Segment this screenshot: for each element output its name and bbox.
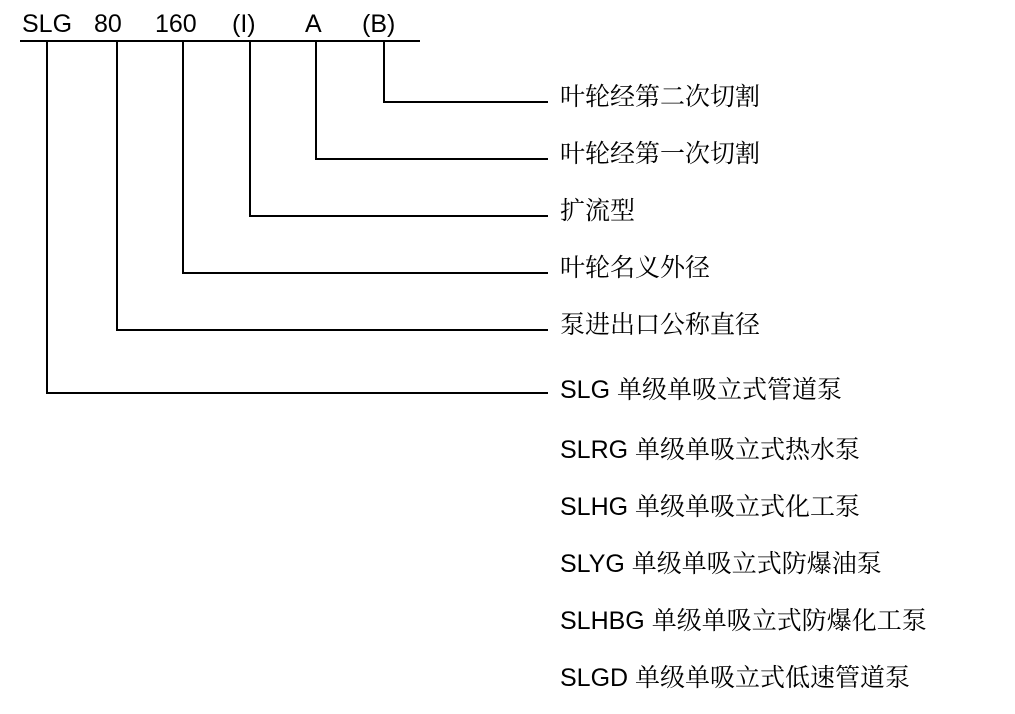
pump-type-item: SLGD 单级单吸立式低速管道泵 xyxy=(560,664,911,692)
leader-vertical xyxy=(315,40,317,158)
leader-vertical xyxy=(249,40,251,215)
code-token: A xyxy=(305,10,322,38)
leader-horizontal xyxy=(383,101,548,103)
callout-label: 泵进出口公称直径 xyxy=(560,311,761,339)
callout-label: 叶轮名义外径 xyxy=(560,254,711,282)
leader-vertical xyxy=(116,40,118,329)
leader-horizontal xyxy=(116,329,548,331)
code-token: (B) xyxy=(362,10,396,38)
pump-type-item: SLYG 单级单吸立式防爆油泵 xyxy=(560,550,882,578)
leader-vertical xyxy=(383,40,385,101)
code-token: 80 xyxy=(94,10,122,38)
callout-label: 叶轮经第二次切割 xyxy=(560,83,761,111)
code-token: 160 xyxy=(155,10,197,38)
leader-vertical xyxy=(182,40,184,272)
callout-label: 叶轮经第一次切割 xyxy=(560,140,761,168)
callout-label: SLG 单级单吸立式管道泵 xyxy=(560,376,842,404)
code-underline xyxy=(20,40,420,42)
leader-horizontal xyxy=(182,272,548,274)
leader-vertical xyxy=(46,40,48,392)
pump-type-item: SLHG 单级单吸立式化工泵 xyxy=(560,493,861,521)
code-token: SLG xyxy=(22,10,73,38)
leader-horizontal xyxy=(315,158,548,160)
callout-label: 扩流型 xyxy=(560,197,636,225)
leader-horizontal xyxy=(46,392,548,394)
leader-horizontal xyxy=(249,215,548,217)
pump-type-item: SLHBG 单级单吸立式防爆化工泵 xyxy=(560,607,927,635)
code-token: (I) xyxy=(232,10,256,38)
pump-type-item: SLRG 单级单吸立式热水泵 xyxy=(560,436,861,464)
